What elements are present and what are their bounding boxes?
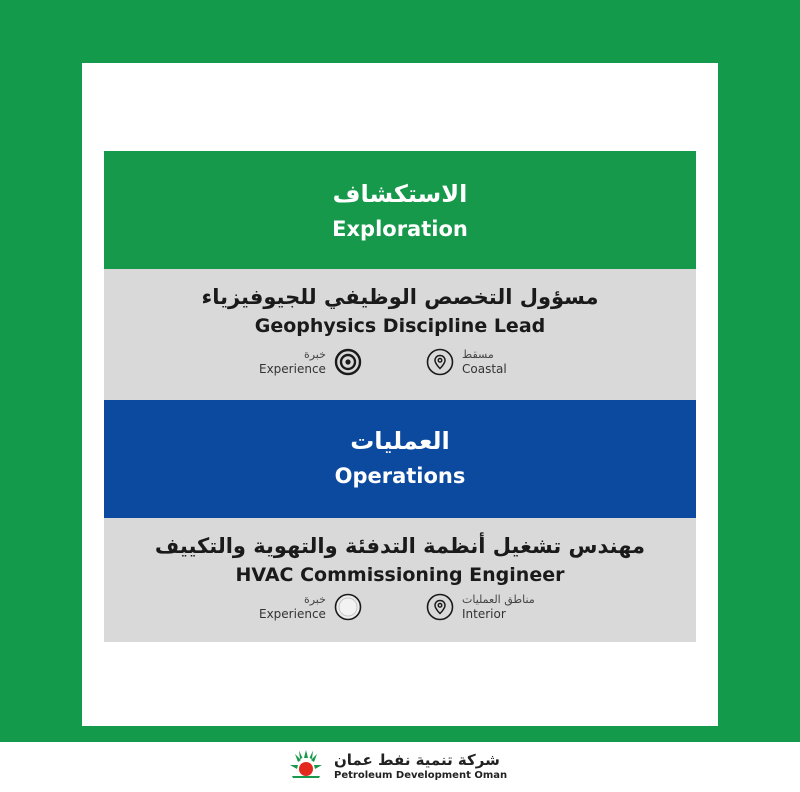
experience-label-ar: خبرة [303, 593, 326, 606]
job-title-en: HVAC Commissioning Engineer [235, 564, 565, 586]
location-label-ar: مناطق العمليات [462, 593, 535, 606]
operations-title-en: Operations [334, 464, 466, 488]
location-meta [426, 347, 507, 377]
job-card-geophysics[interactable] [104, 269, 696, 400]
empty-circle-icon [334, 593, 362, 621]
exploration-header [104, 151, 696, 269]
job-card-hvac[interactable] [104, 518, 696, 642]
location-pin-icon [426, 593, 454, 621]
job-title-ar: مسؤول التخصص الوظيفي للجيوفيزياء [201, 285, 599, 309]
location-meta [426, 592, 535, 622]
experience-meta [259, 347, 362, 377]
location-pin-icon [426, 348, 454, 376]
experience-label-ar: خبرة [303, 348, 326, 361]
operations-title-ar: العمليات [350, 427, 450, 455]
location-label-en: Coastal [462, 362, 507, 376]
experience-label-en: Experience [259, 607, 326, 621]
pdo-logo-icon [286, 746, 326, 790]
experience-meta [259, 592, 362, 622]
experience-label-en: Experience [259, 362, 326, 376]
target-icon [334, 348, 362, 376]
company-name-ar: شركة تنمية نفط عمان [334, 751, 500, 769]
location-label-en: Interior [462, 607, 506, 621]
footer [0, 742, 800, 792]
company-logo[interactable] [286, 746, 507, 790]
operations-header [104, 400, 696, 518]
exploration-title-ar: الاستكشاف [332, 180, 468, 208]
job-title-ar: مهندس تشغيل أنظمة التدفئة والتهوية والتكييف [154, 534, 646, 558]
exploration-title-en: Exploration [332, 217, 468, 241]
company-name-en: Petroleum Development Oman [334, 770, 508, 781]
job-title-en: Geophysics Discipline Lead [254, 315, 546, 337]
location-label-ar: مسقط [462, 348, 494, 361]
